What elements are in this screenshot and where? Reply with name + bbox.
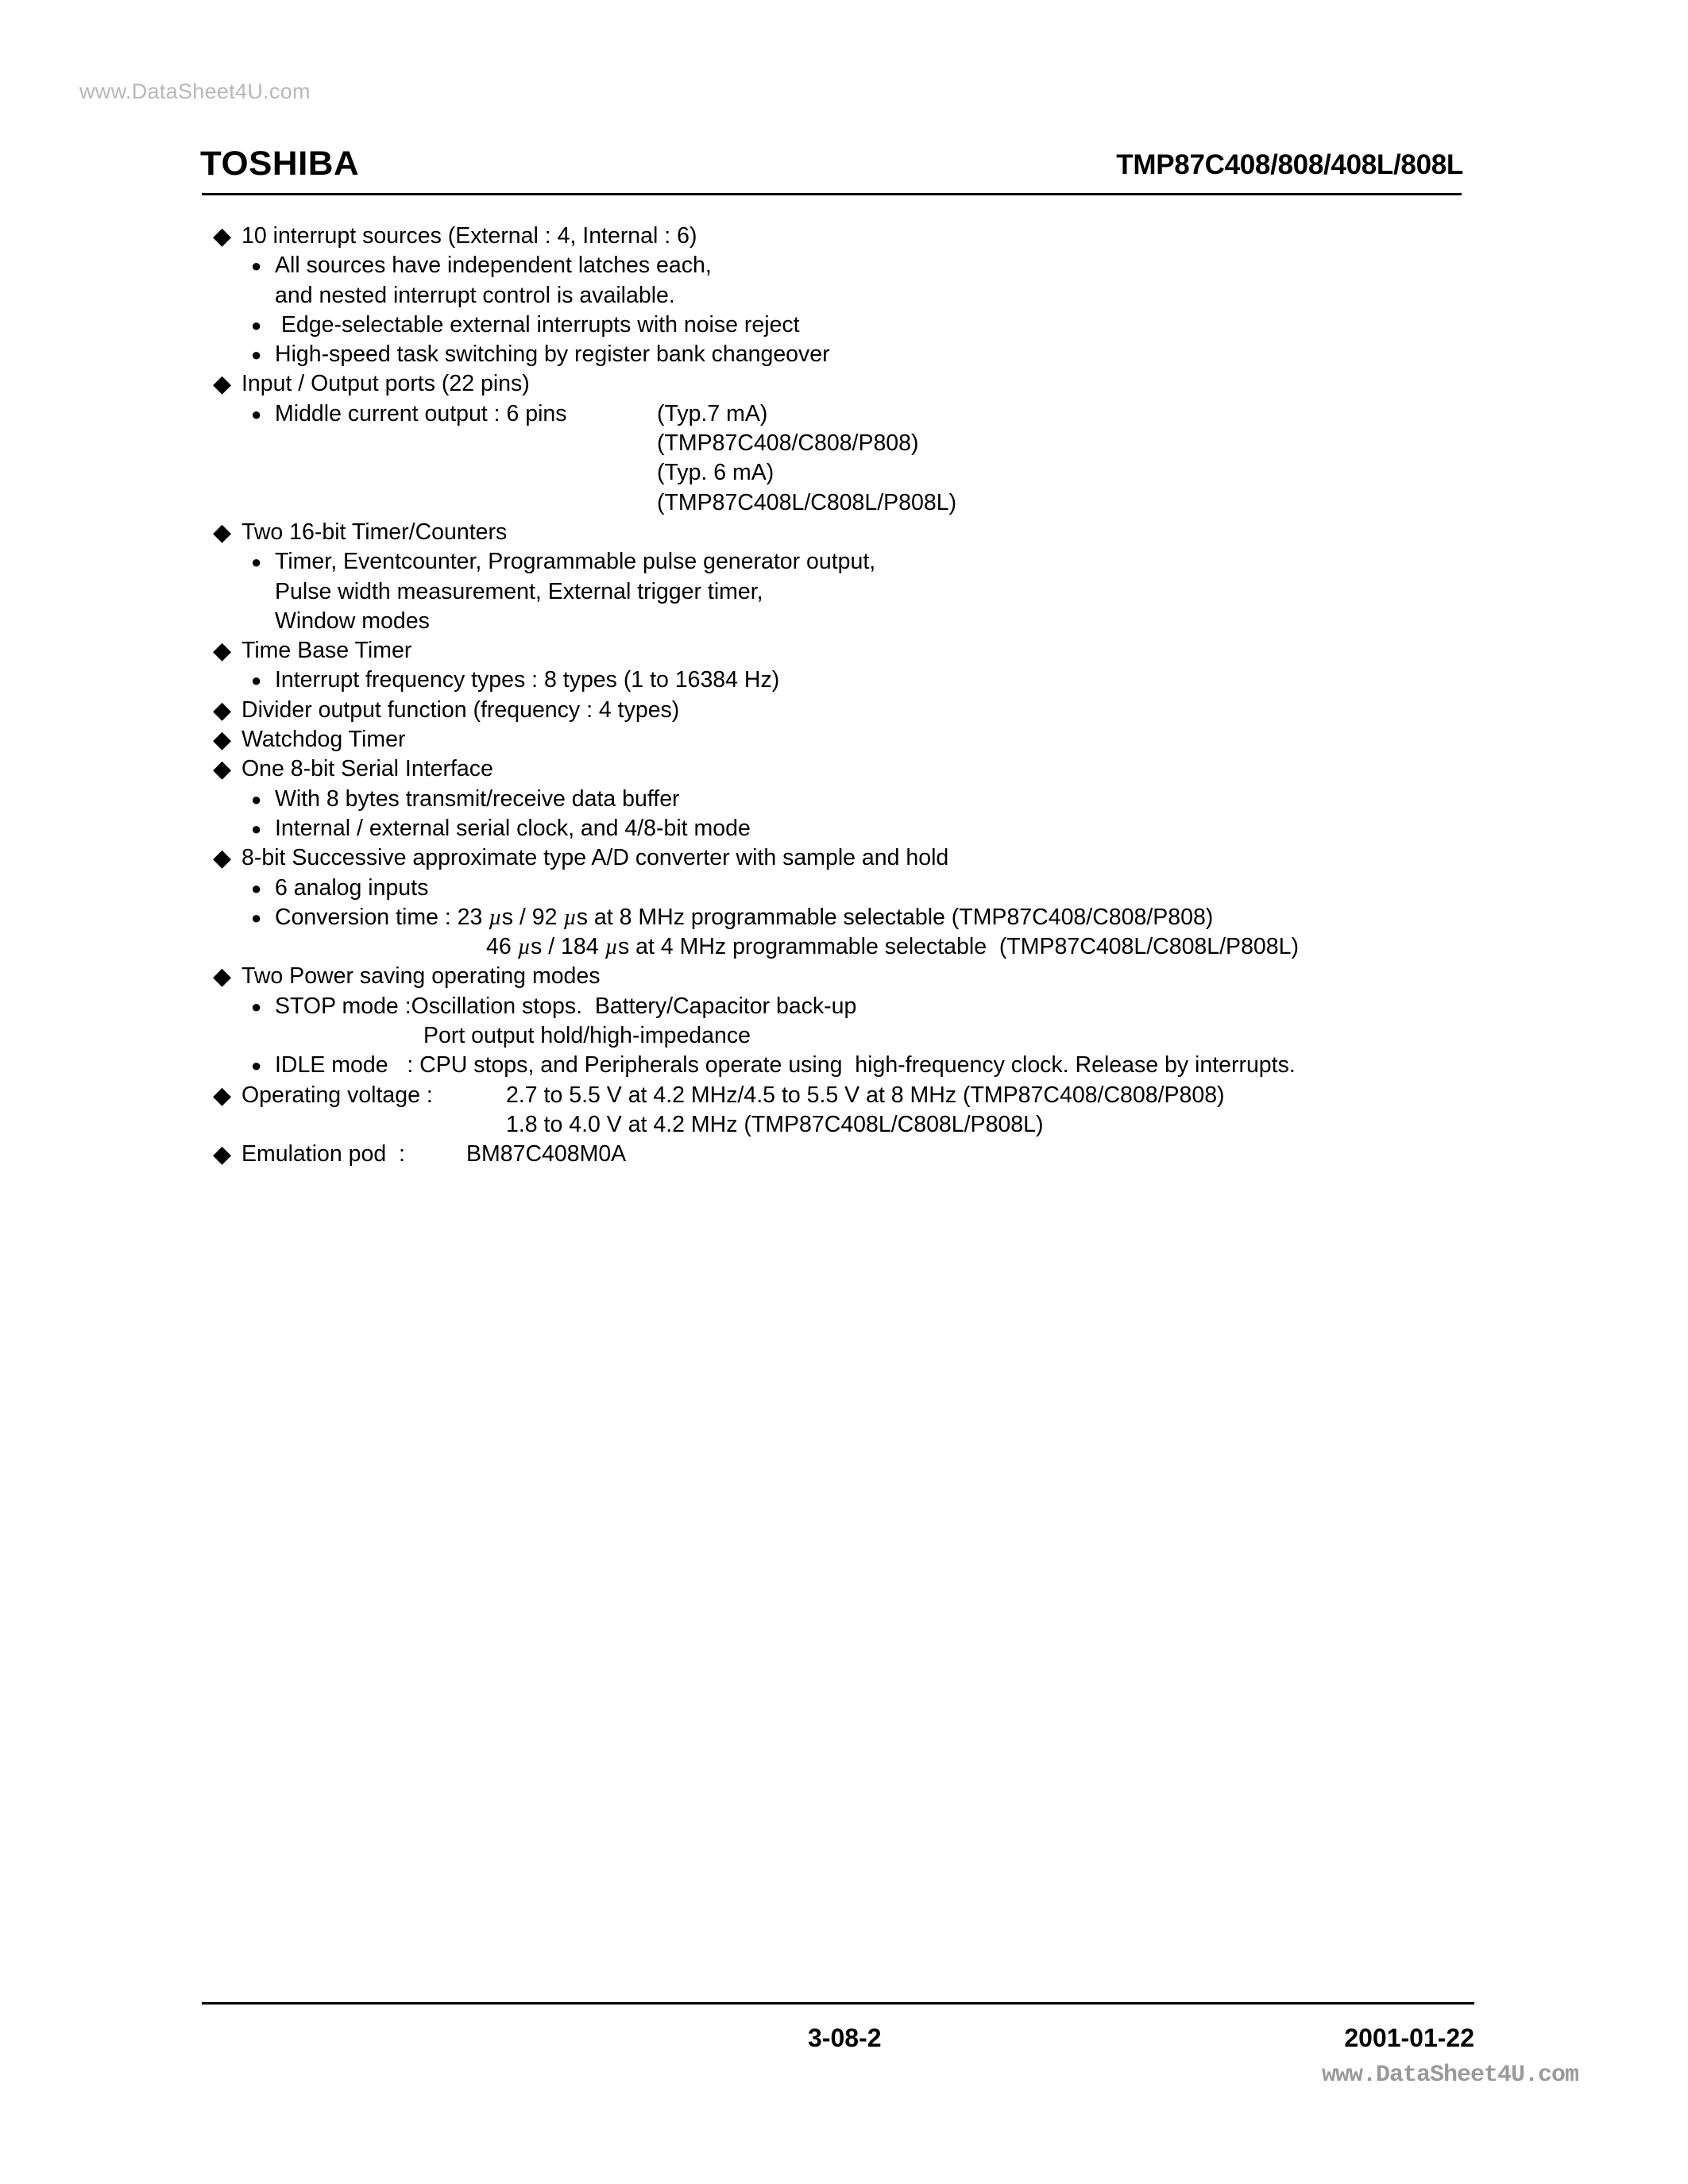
header-divider	[202, 193, 1462, 195]
round-bullet-icon: ●	[251, 1055, 262, 1076]
feature-item	[0, 1110, 1688, 1140]
feature-text: Two Power saving operating modes	[241, 963, 601, 990]
feature-text: Internal / external serial clock, and 4/8-bit mode	[275, 815, 751, 841]
feature-item	[0, 962, 1688, 991]
feature-subitem	[0, 458, 1688, 488]
round-bullet-icon: ●	[251, 907, 262, 928]
round-bullet-icon: ●	[251, 670, 262, 691]
diamond-bullet-icon: ◆	[213, 519, 232, 546]
diamond-bullet-icon: ◆	[213, 963, 232, 990]
feature-subitem	[0, 607, 1688, 636]
round-bullet-icon: ●	[251, 878, 262, 898]
micro-symbol: µ	[563, 905, 577, 930]
feature-subitem	[0, 785, 1688, 814]
feature-text: STOP mode :Oscillation stops. Battery/Capacitor back-up	[275, 993, 857, 1019]
feature-text: Emulation pod :	[241, 1141, 405, 1167]
feature-detail: BM87C408M0A	[466, 1141, 627, 1167]
feature-detail: 2.7 to 5.5 V at 4.2 MHz/4.5 to 5.5 V at 8 MHz (TMP87C408/C808/P808)	[506, 1082, 1225, 1108]
feature-text: and nested interrupt control is available.	[275, 282, 675, 308]
feature-text: With 8 bytes transmit/receive data buffer	[275, 785, 680, 812]
feature-subitem	[0, 992, 1688, 1021]
feature-text: High-speed task switching by register bank changeover	[275, 341, 830, 368]
feature-subitem	[0, 814, 1688, 843]
diamond-bullet-icon: ◆	[213, 371, 232, 398]
round-bullet-icon: ●	[251, 256, 262, 276]
feature-item	[0, 696, 1688, 725]
feature-list	[0, 222, 1688, 1170]
feature-subitem	[0, 874, 1688, 903]
feature-text: IDLE mode : CPU stops, and Peripherals operate using high-frequency clock. Release by interrupts.	[275, 1052, 1296, 1078]
feature-item	[0, 518, 1688, 547]
feature-detail: (TMP87C408L/C808L/P808L)	[657, 489, 957, 515]
feature-text: Timer, Eventcounter, Programmable pulse generator output,	[275, 549, 876, 575]
diamond-bullet-icon: ◆	[213, 845, 232, 872]
diamond-bullet-icon: ◆	[213, 1141, 232, 1168]
feature-subitem	[0, 666, 1688, 695]
brand-logo: TOSHIBA	[200, 145, 360, 183]
feature-subitem	[0, 932, 1688, 962]
feature-text: Edge-selectable external interrupts with noise reject	[275, 311, 800, 338]
feature-subitem	[0, 399, 1688, 429]
feature-text: Two 16-bit Timer/Counters	[241, 519, 508, 545]
feature-text: 10 interrupt sources (External : 4, Internal : 6)	[241, 223, 697, 249]
feature-detail: 1.8 to 4.0 V at 4.2 MHz (TMP87C408L/C808L/P808L)	[506, 1111, 1044, 1137]
feature-item	[0, 725, 1688, 754]
feature-text: Conversion time : 23 µs / 92 µs at 8 MHz programmable selectable (TMP87C408/C808/P808)	[275, 904, 1214, 930]
round-bullet-icon: ●	[251, 552, 262, 573]
feature-text: All sources have independent latches each,	[275, 253, 712, 279]
diamond-bullet-icon: ◆	[213, 696, 232, 723]
watermark-top: www.DataSheet4U.com	[79, 79, 311, 103]
feature-text: 46 µs / 184 µs at 4 MHz programmable selectable (TMP87C408L/C808L/P808L)	[486, 934, 1299, 960]
round-bullet-icon: ●	[251, 314, 262, 335]
round-bullet-icon: ●	[251, 789, 262, 809]
feature-text: Middle current output : 6 pins	[275, 400, 567, 426]
feature-subitem	[0, 311, 1688, 340]
diamond-bullet-icon: ◆	[213, 638, 232, 665]
footer-divider	[202, 2002, 1474, 2005]
feature-subitem	[0, 903, 1688, 932]
feature-item	[0, 843, 1688, 873]
page-number: 3-08-2	[808, 2024, 882, 2052]
feature-text: Input / Output ports (22 pins)	[241, 371, 530, 397]
feature-text: Interrupt frequency types : 8 types (1 to 16384 Hz)	[275, 667, 780, 693]
feature-subitem	[0, 1051, 1688, 1080]
feature-text: 6 analog inputs	[275, 874, 429, 901]
feature-subitem	[0, 340, 1688, 369]
feature-item	[0, 222, 1688, 251]
micro-symbol: µ	[605, 935, 618, 960]
round-bullet-icon: ●	[251, 996, 262, 1017]
diamond-bullet-icon: ◆	[213, 223, 232, 249]
feature-item	[0, 636, 1688, 666]
micro-symbol: µ	[517, 935, 531, 960]
feature-subitem	[0, 547, 1688, 577]
feature-subitem	[0, 429, 1688, 458]
feature-detail: (TMP87C408/C808/P808)	[657, 430, 919, 457]
feature-subitem	[0, 281, 1688, 311]
diamond-bullet-icon: ◆	[213, 727, 232, 754]
feature-subitem	[0, 1021, 1688, 1051]
feature-subitem	[0, 251, 1688, 280]
feature-text: Time Base Timer	[241, 638, 412, 664]
feature-text: Pulse width measurement, External trigger timer,	[275, 578, 763, 604]
round-bullet-icon: ●	[251, 818, 262, 839]
diamond-bullet-icon: ◆	[213, 1082, 232, 1109]
feature-subitem	[0, 577, 1688, 607]
micro-symbol: µ	[489, 905, 502, 930]
round-bullet-icon: ●	[251, 403, 262, 424]
feature-detail: (Typ. 6 mA)	[657, 460, 774, 486]
diamond-bullet-icon: ◆	[213, 756, 232, 783]
feature-item	[0, 369, 1688, 399]
feature-text: Port output hold/high-impedance	[423, 1023, 751, 1049]
feature-subitem	[0, 488, 1688, 518]
document-date: 2001-01-22	[1344, 2024, 1474, 2052]
feature-text: 8-bit Successive approximate type A/D converter with sample and hold	[241, 845, 949, 871]
feature-text: Operating voltage :	[241, 1082, 433, 1108]
document-title: TMP87C408/808/408L/808L	[1116, 149, 1463, 180]
feature-item	[0, 754, 1688, 784]
feature-text: Window modes	[275, 608, 430, 634]
round-bullet-icon: ●	[251, 345, 262, 365]
feature-text: Watchdog Timer	[241, 727, 406, 753]
feature-detail: (Typ.7 mA)	[657, 400, 768, 426]
watermark-bottom: www.DataSheet4U.com	[1322, 2062, 1579, 2089]
feature-item	[0, 1140, 1688, 1169]
feature-text: One 8-bit Serial Interface	[241, 756, 493, 782]
feature-item	[0, 1081, 1688, 1110]
feature-text: Divider output function (frequency : 4 types)	[241, 696, 680, 723]
